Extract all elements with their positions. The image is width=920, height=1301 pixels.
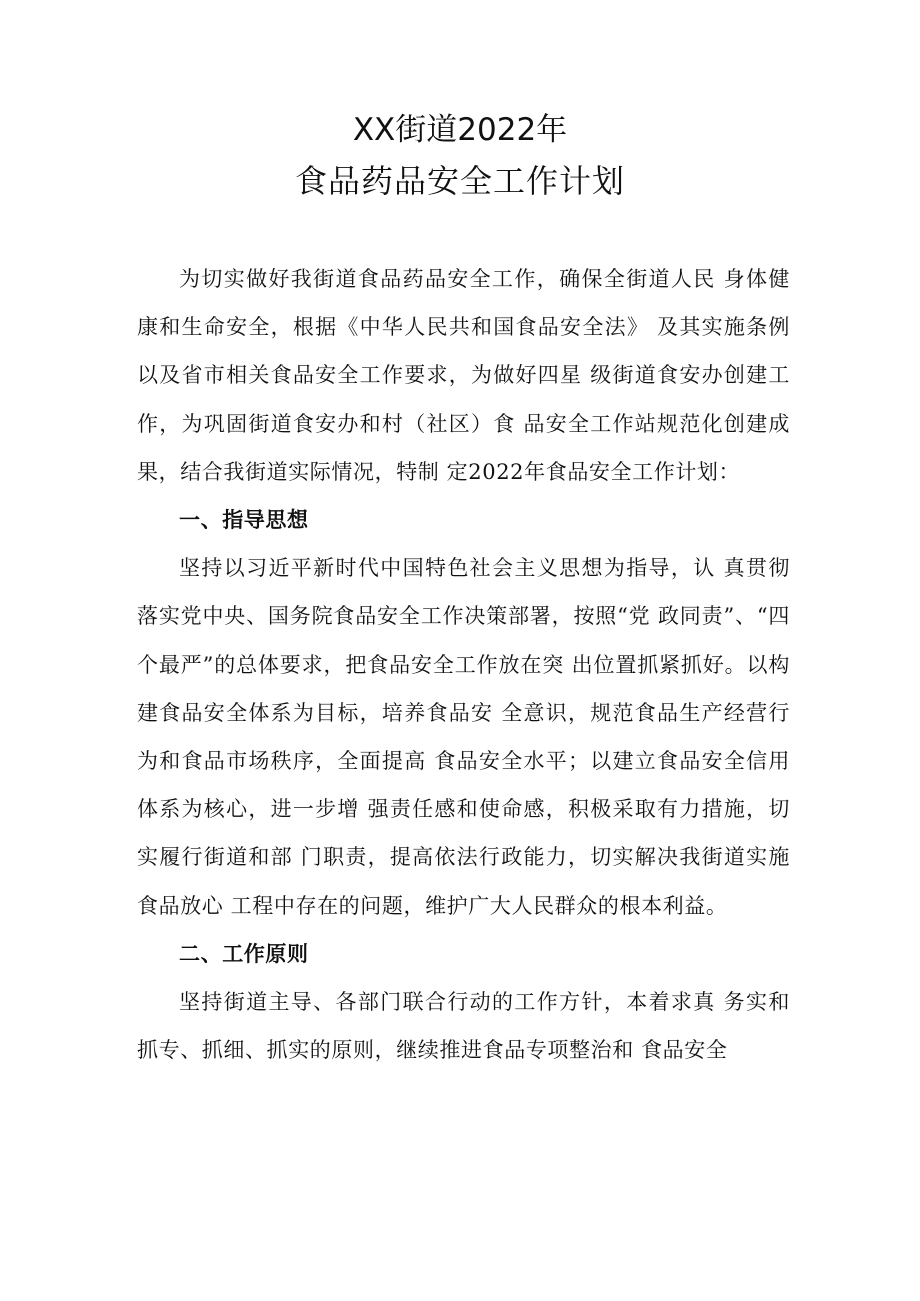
section-paragraph-guiding-ideology: 坚持以习近平新时代中国特色社会主义思想为指导，认 真贯彻落实党中央、国务院食品安全工作决策部署，按照“党 政同责”、“四个最严”的总体要求，把食品安全工作放在突 出位置抓紧抓好。以构建食品安全体系为目标，培养食品安 全意识，规范食品生产经营行为和食品市场秩序，全面提高 食品安全水平；以建立食品安全信用体系为核心，进一步增 强责任感和使命感，积极采取有力措施，切实履行街道和部 门职责，提高依法行政能力，切实解决我街道实施食品放心 工程中存在的问题，维护广大人民群众的根本利益。 (137, 556, 790, 918)
section-heading-guiding-ideology: 一、指导思想 (179, 508, 309, 533)
document-title-line1: XX街道2022年 (352, 112, 568, 148)
section-heading-work-principles: 二、工作原则 (179, 941, 309, 966)
intro-paragraph: 为切实做好我街道食品药品安全工作，确保全街道人民 身体健康和生命安全，根据《中华人民共和国食品安全法》 及其实施条例以及省市相关食品安全工作要求，为做好四星 级街道食安办创建工作，为巩固街道食安办和村（社区）食 品安全工作站规范化创建成果，结合我街道实际情况，特制 定2022年食品安全工作计划： (137, 267, 790, 484)
section-paragraph-work-principles: 坚持街道主导、各部门联合行动的工作方针，本着求真 务实和抓专、抓细、抓实的原则，继续推进食品专项整治和 食品安全 (137, 990, 790, 1063)
document-title-line2: 食品药品安全工作计划 (294, 162, 625, 200)
document-body (137, 255, 790, 1074)
